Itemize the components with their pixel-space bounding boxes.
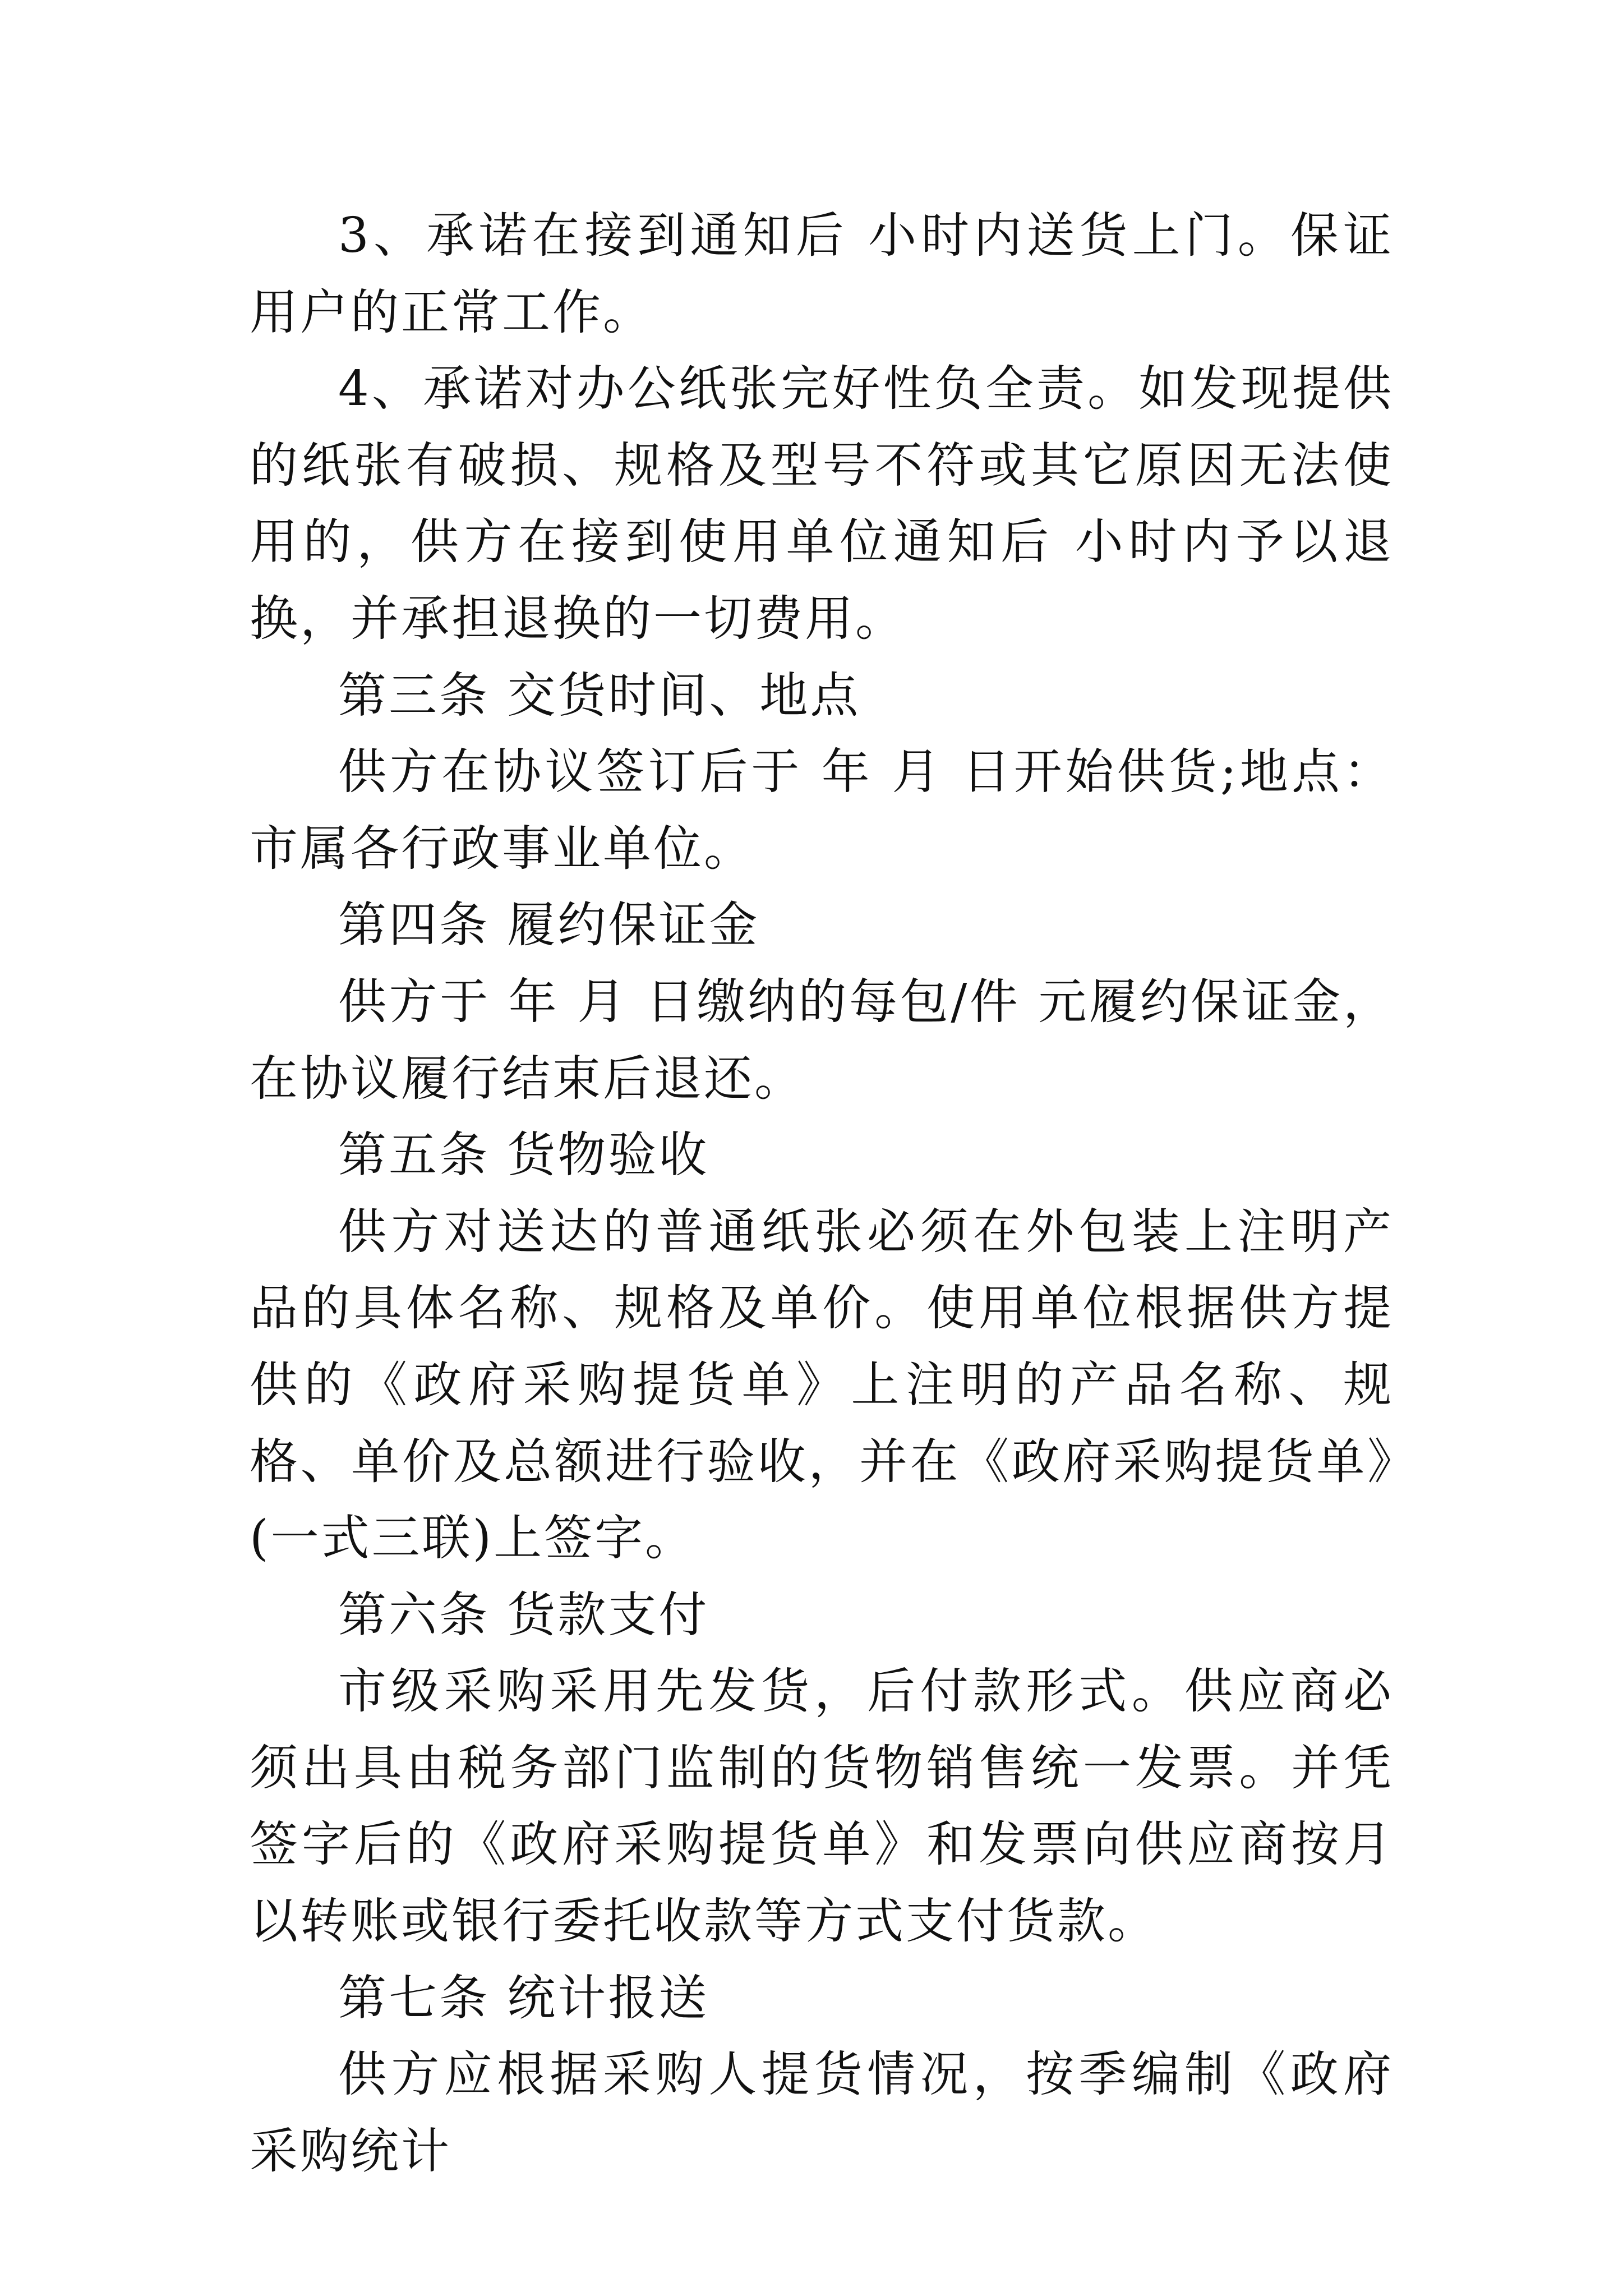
- paragraph-commitment-3: 3、承诺在接到通知后 小时内送货上门。保证用户的正常工作。: [250, 208, 1394, 341]
- paragraph-article-5-body: 供方对送达的普通纸张必须在外包装上注明产品的具体名称、规格及单价。使用单位根据供方提供的《政府采购提货单》上注明的产品名称、规格、单价及总额进行验收，并在《政府采购提货单》(一式三联)上签字。: [250, 1203, 1394, 1567]
- heading-article-6: 第六条 货款支付: [338, 1586, 709, 1643]
- paragraph-article-4-body: 供方于 年 月 日缴纳的每包/件 元履约保证金，在协议履行结束后退还。: [250, 973, 1394, 1107]
- paragraph-article-7-body: 供方应根据采购人提货情况，按季编制《政府采购统计: [250, 2046, 1394, 2179]
- paragraph-commitment-4: 4、承诺对办公纸张完好性负全责。如发现提供的纸张有破损、规格及型号不符或其它原因无法使用的，供方在接到使用单位通知后 小时内予以退换，并承担退换的一切费用。: [250, 361, 1394, 647]
- heading-article-5: 第五条 货物验收: [338, 1127, 709, 1184]
- document-body: [250, 197, 1394, 2189]
- heading-article-3: 第三条 交货时间、地点: [338, 667, 861, 724]
- heading-article-4: 第四条 履约保证金: [338, 897, 760, 954]
- paragraph-article-6-body: 市级采购采用先发货，后付款形式。供应商必须出具由税务部门监制的货物销售统一发票。并凭签字后的《政府采购提货单》和发票向供应商按月以转账或银行委托收款等方式支付货款。: [250, 1663, 1394, 1950]
- paragraph-article-3-body: 供方在协议签订后于 年 月 日开始供货;地点： 市属各行政事业单位。: [250, 744, 1394, 877]
- heading-article-7: 第七条 统计报送: [338, 1970, 709, 2026]
